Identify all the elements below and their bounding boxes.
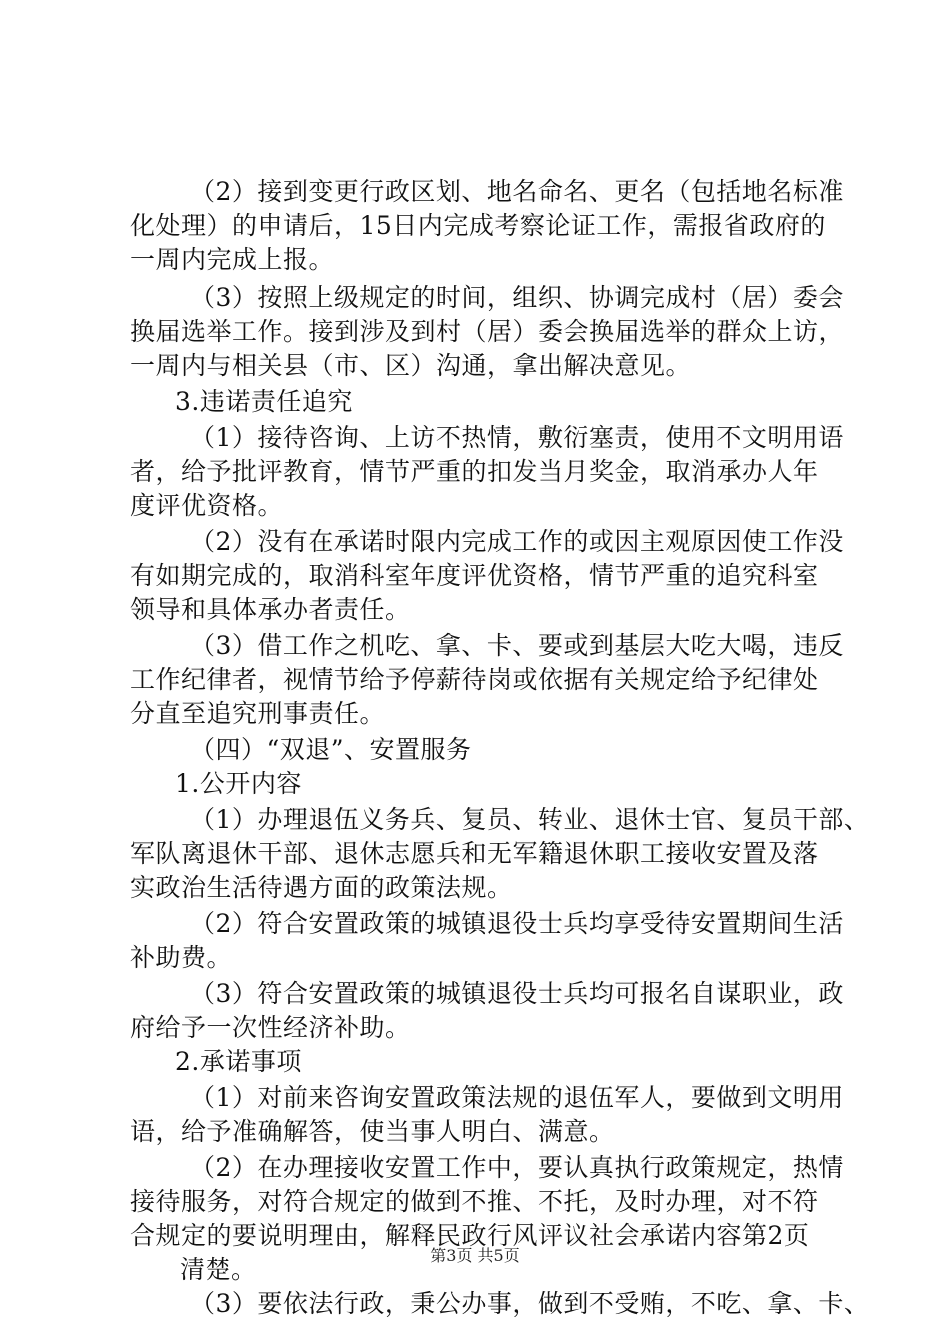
text-line: （1）接待咨询、上访不热情，敷衍塞责，使用不文明用语 <box>190 423 844 452</box>
text-line: （3）要依法行政，秉公办事，做到不受贿，不吃、拿、卡、 <box>190 1289 870 1318</box>
text-line: （2）接到变更行政区划、地名命名、更名（包括地名标准 <box>190 177 844 206</box>
section-heading: （四）“双退”、安置服务 <box>190 735 472 764</box>
text-line: （3）符合安置政策的城镇退役士兵均可报名自谋职业，政 <box>190 979 844 1008</box>
text-line: 补助费。 <box>130 943 233 972</box>
section-heading: 2.承诺事项 <box>175 1047 302 1076</box>
text-line: 换届选举工作。接到涉及到村（居）委会换届选举的群众上访， <box>130 317 845 346</box>
text-line: 度评优资格。 <box>130 491 284 520</box>
page-footer: 第3页 共5页 <box>430 1246 520 1265</box>
text-line: 合规定的要说明理由，解释民政行风评议社会承诺内容第2页 <box>130 1221 810 1250</box>
text-line: （2）在办理接收安置工作中，要认真执行政策规定，热情 <box>190 1153 844 1182</box>
text-line: 一周内完成上报。 <box>130 245 335 274</box>
text-line: （2）没有在承诺时限内完成工作的或因主观原因使工作没 <box>190 527 844 556</box>
text-line: 府给予一次性经济补助。 <box>130 1013 411 1042</box>
text-line: 分直至追究刑事责任。 <box>130 699 386 728</box>
text-line: 化处理）的申请后，15日内完成考察论证工作，需报省政府的 <box>130 211 826 240</box>
text-line: 有如期完成的，取消科室年度评优资格，情节严重的追究科室 <box>130 561 819 590</box>
text-line: 接待服务，对符合规定的做到不推、不托，及时办理，对不符 <box>130 1187 819 1216</box>
text-line: （2）符合安置政策的城镇退役士兵均享受待安置期间生活 <box>190 909 844 938</box>
text-line: （3）借工作之机吃、拿、卡、要或到基层大吃大喝，违反 <box>190 631 844 660</box>
text-line: （1）对前来咨询安置政策法规的退伍军人，要做到文明用 <box>190 1083 844 1112</box>
text-line: 实政治生活待遇方面的政策法规。 <box>130 873 513 902</box>
text-line: 一周内与相关县（市、区）沟通，拿出解决意见。 <box>130 351 692 380</box>
section-heading: 3.违诺责任追究 <box>175 387 353 416</box>
text-line: 语，给予准确解答，使当事人明白、满意。 <box>130 1117 615 1146</box>
section-heading: 1.公开内容 <box>175 769 302 798</box>
text-line: （3）按照上级规定的时间，组织、协调完成村（居）委会 <box>190 283 844 312</box>
text-line: 领导和具体承办者责任。 <box>130 595 411 624</box>
text-line: 者，给予批评教育，情节严重的扣发当月奖金，取消承办人年 <box>130 457 819 486</box>
text-line: 工作纪律者，视情节给予停薪待岗或依据有关规定给予纪律处 <box>130 665 819 694</box>
text-line: 清楚。 <box>180 1255 257 1284</box>
text-line: （1）办理退伍义务兵、复员、转业、退休士官、复员干部、 <box>190 805 870 834</box>
text-line: 军队离退休干部、退休志愿兵和无军籍退休职工接收安置及落 <box>130 839 819 868</box>
